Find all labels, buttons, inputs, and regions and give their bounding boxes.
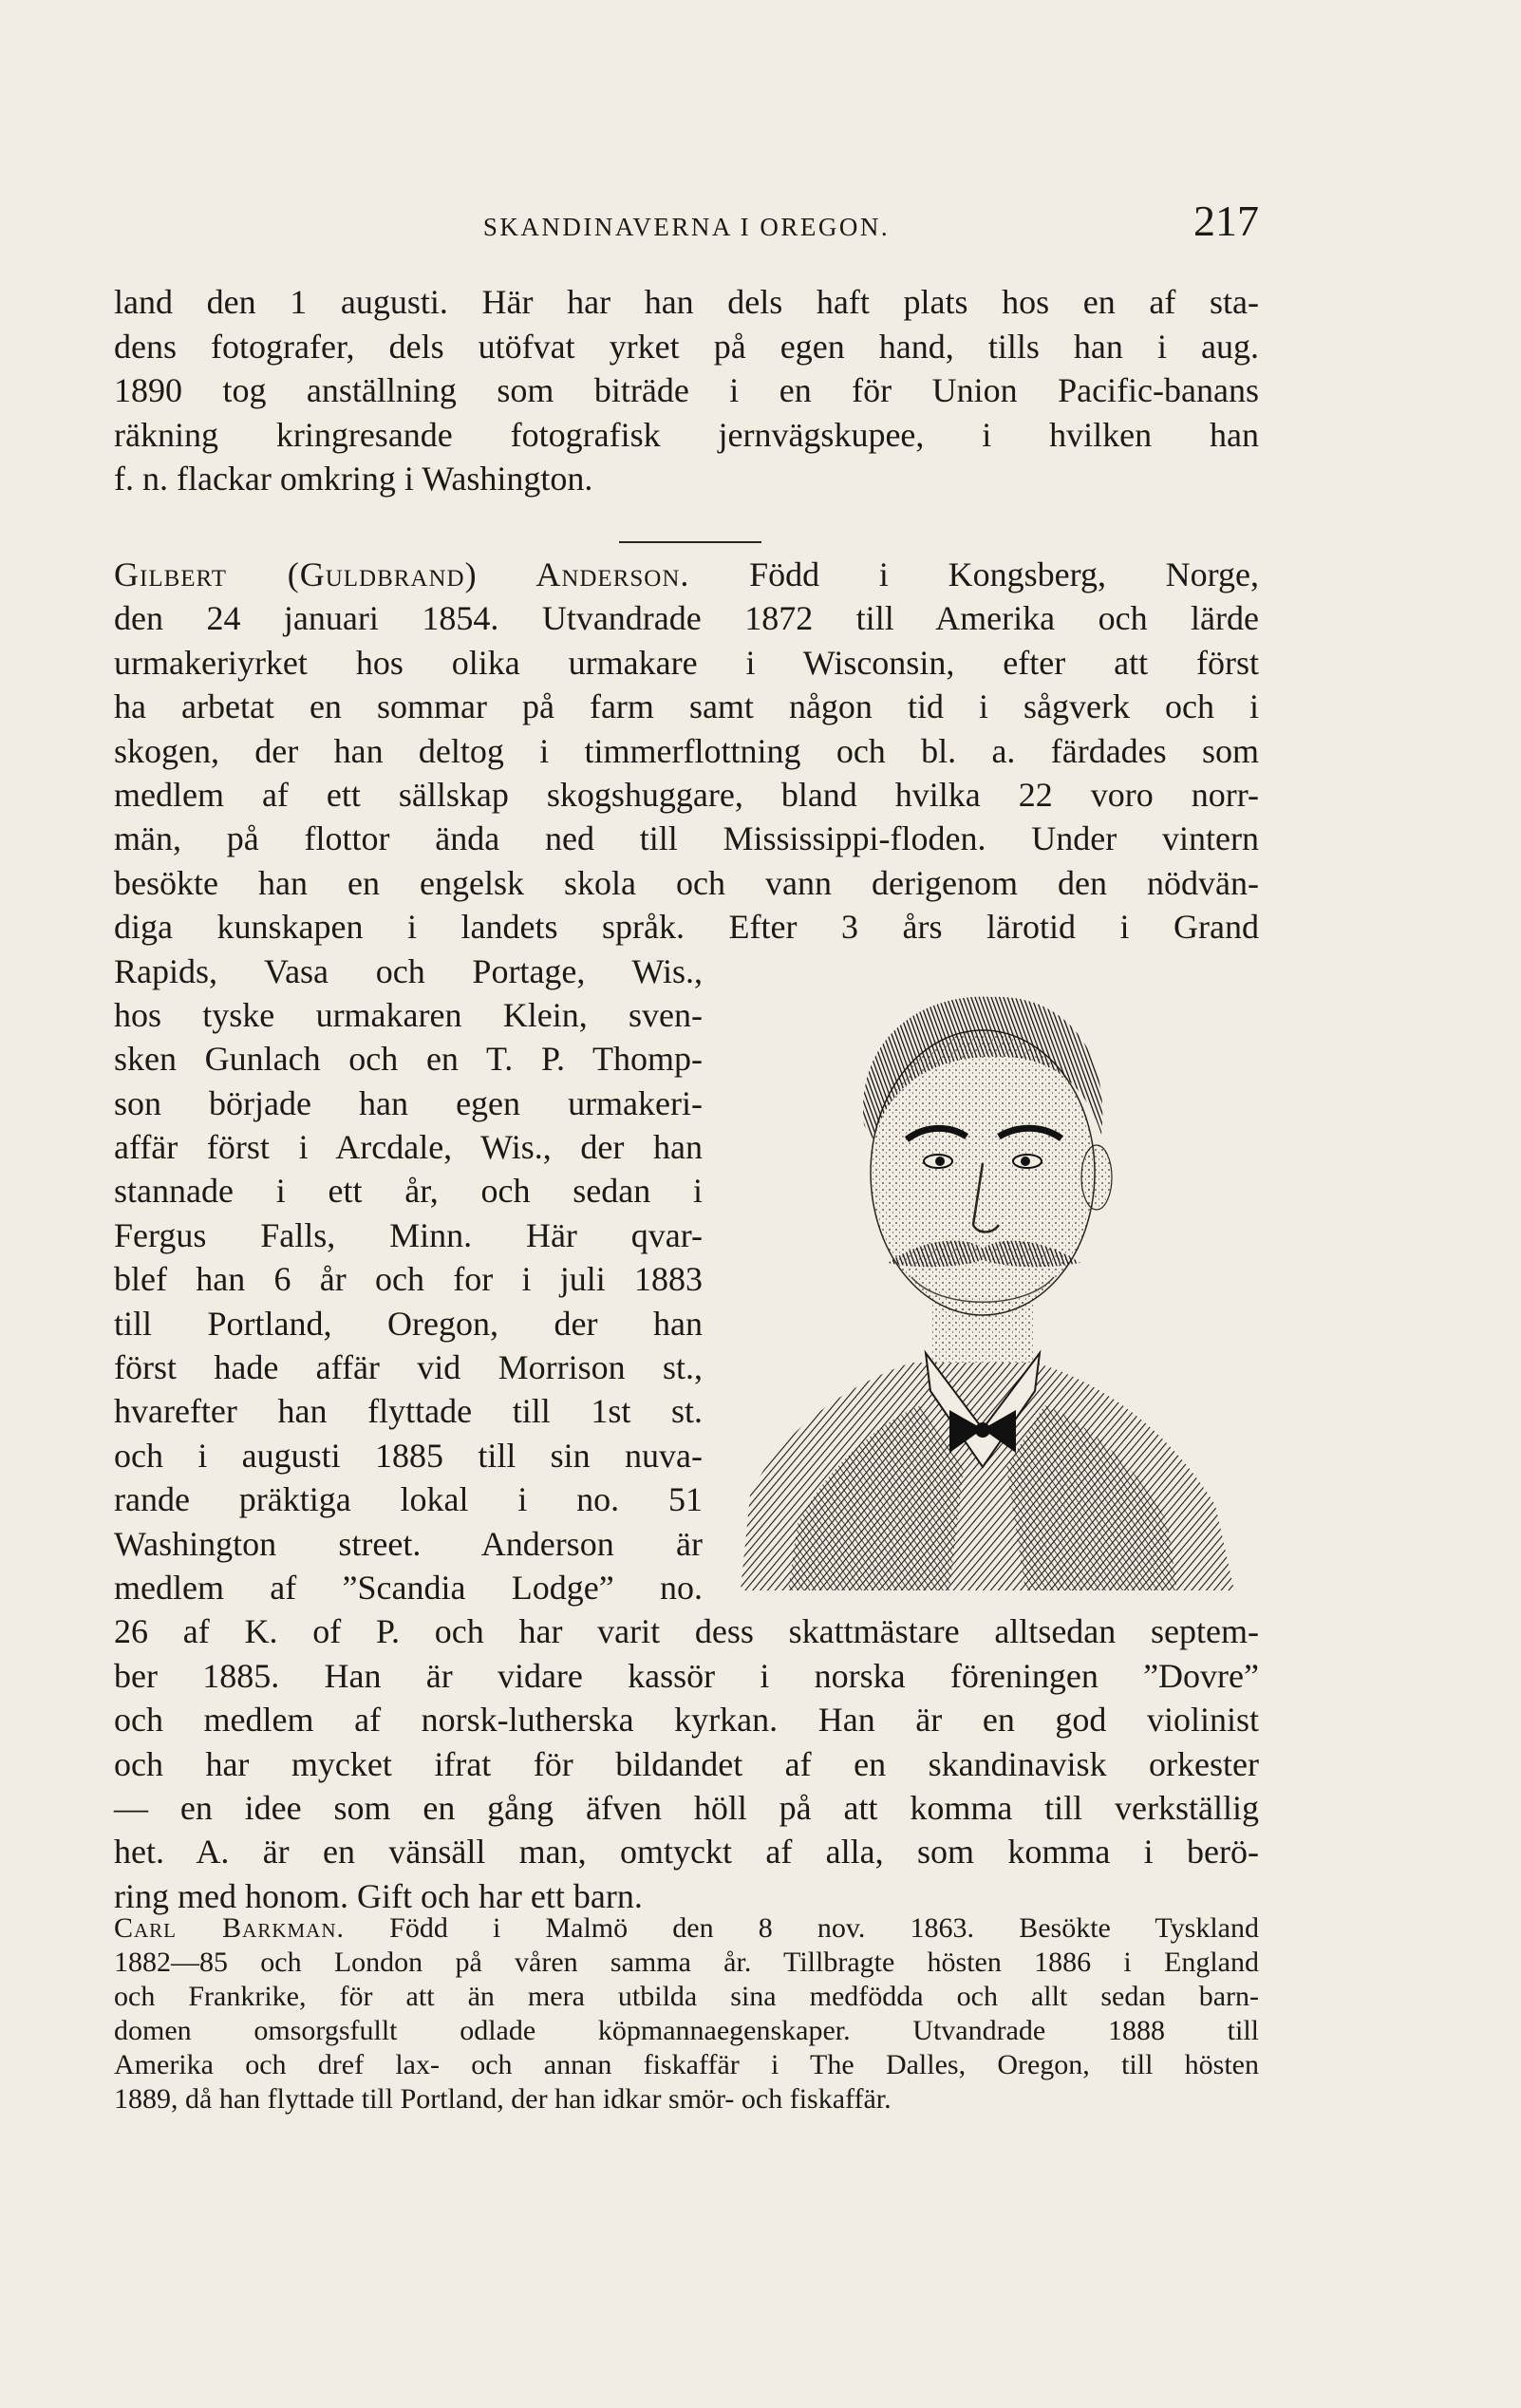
running-head xyxy=(114,196,1259,253)
text-line: medlem af ”Scandia Lodge” no. xyxy=(114,1568,703,1607)
paragraph-3 xyxy=(114,1911,1259,2116)
text-line: land den 1 augusti. Här har han dels haft plats hos en af sta- xyxy=(114,283,1259,321)
running-title: SKANDINAVERNA I OREGON. xyxy=(482,213,891,241)
text-line: Washington street. Anderson är xyxy=(114,1524,703,1563)
text-line: och i augusti 1885 till sin nuva- xyxy=(114,1436,703,1475)
text-line: skogen, der han deltog i timmerflottning och bl. a. färdades som xyxy=(114,731,1259,770)
text-line xyxy=(114,553,1259,596)
text-line: dens fotografer, dels utöfvat yrket på egen hand, tills han i aug. xyxy=(114,327,1259,366)
text-line: Fergus Falls, Minn. Här qvar- xyxy=(114,1215,703,1254)
text-line: het. A. är en vänsäll man, omtyckt af alla, som komma i berö- xyxy=(114,1833,1259,1872)
section-separator xyxy=(619,541,761,543)
text-line: stannade i ett år, och sedan i xyxy=(114,1172,703,1211)
text-line: Amerika och dref lax- och annan fiskaffär i The Dalles, Oregon, till hösten xyxy=(114,2049,1259,2080)
text-line: 1889, då han flyttade till Portland, der han idkar smör- och fiskaffär. xyxy=(114,2083,892,2115)
text-span: Född i Malmö den 8 nov. 1863. Besökte Tyskland xyxy=(345,1912,1259,1944)
text-line: den 24 januari 1854. Utvandrade 1872 till Amerika och lärde xyxy=(114,599,1259,638)
text-line: besökte han en engelsk skola och vann derigenom den nödvän- xyxy=(114,863,1259,902)
text-line: och har mycket ifrat för bildandet af en skandinavisk orkester xyxy=(114,1744,1259,1783)
text-line: sken Gunlach och en T. P. Thomp- xyxy=(114,1040,703,1079)
text-line: ring med honom. Gift och har ett barn. xyxy=(114,1876,643,1915)
text-line: medlem af ett sällskap skogshuggare, bland hvilka 22 voro norr- xyxy=(114,775,1259,814)
text-line: f. n. flackar omkring i Washington. xyxy=(114,460,593,498)
text-line: och Frankrike, för att än mera utbilda sina medfödda och allt sedan barn- xyxy=(114,1981,1259,2012)
text-line: till Portland, Oregon, der han xyxy=(114,1304,703,1343)
text-line: och medlem af norsk-lutherska kyrkan. Han är en god violinist xyxy=(114,1701,1259,1740)
text-line: rande präktiga lokal i no. 51 xyxy=(114,1480,703,1519)
person-name: Gilbert (Guldbrand) Anderson. xyxy=(114,555,690,593)
text-line: urmakeriyrket hos olika urmakare i Wisconsin, efter att först xyxy=(114,643,1259,682)
text-line: son började han egen urmakeri- xyxy=(114,1083,703,1122)
text-line: affär först i Arcdale, Wis., der han xyxy=(114,1128,703,1167)
text-line: ha arbetat en sommar på farm samt någon tid i sågverk och i xyxy=(114,687,1259,726)
page-number: 217 xyxy=(1193,197,1259,245)
text-line: 1890 tog anställning som biträde i en för Union Pacific-banans xyxy=(114,371,1259,409)
paragraph-1 xyxy=(114,280,1259,501)
text-span: Född i Kongsberg, Norge, xyxy=(689,555,1259,593)
text-line xyxy=(114,1911,1259,1946)
text-line: hvarefter han flyttade till 1st st. xyxy=(114,1392,703,1431)
text-line: 1882—85 och London på våren samma år. Tillbragte hösten 1886 i England xyxy=(114,1947,1259,1978)
text-line: 26 af K. of P. och har varit dess skattmästare alltsedan septem- xyxy=(114,1612,1259,1651)
person-name: Carl Barkman. xyxy=(114,1912,346,1944)
portrait-engraving xyxy=(722,935,1253,1590)
text-line: räkning kringresande fotografisk jernvägskupee, i hvilken han xyxy=(114,415,1259,454)
text-line: först hade affär vid Morrison st., xyxy=(114,1348,703,1387)
text-line: män, på flottor ända ned till Mississippi-floden. Under vintern xyxy=(114,819,1259,858)
text-line: domen omsorgsfullt odlade köpmannaegenskaper. Utvandrade 1888 till xyxy=(114,2015,1259,2046)
text-line: blef han 6 år och for i juli 1883 xyxy=(114,1260,703,1299)
text-line: Rapids, Vasa och Portage, Wis., xyxy=(114,951,703,990)
text-line: ber 1885. Han är vidare kassör i norska föreningen ”Dovre” xyxy=(114,1656,1259,1695)
text-line: hos tyske urmakaren Klein, sven- xyxy=(114,995,703,1034)
text-line: diga kunskapen i landets språk. Efter 3 års lärotid i Grand xyxy=(114,908,1259,947)
text-line: — en idee som en gång äfven höll på att komma till verkställig xyxy=(114,1788,1259,1827)
